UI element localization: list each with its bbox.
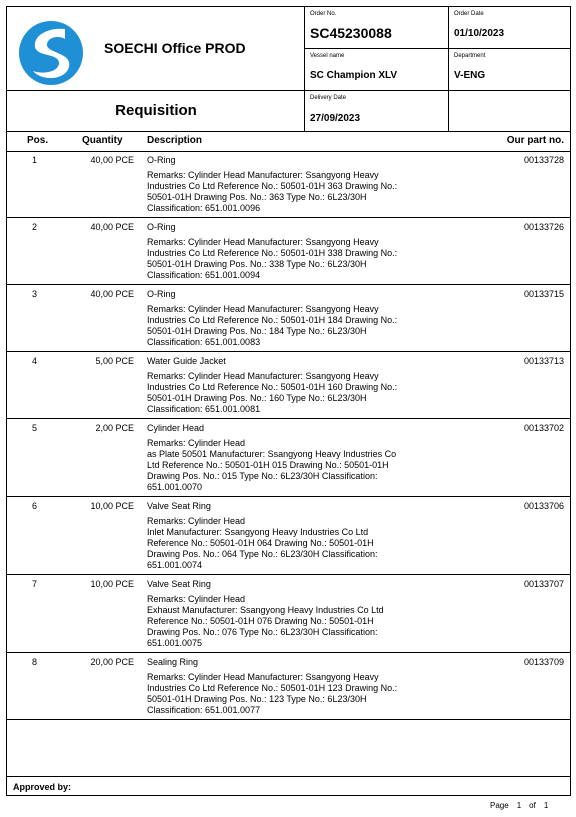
items-table xyxy=(7,151,570,720)
table-header xyxy=(7,131,570,152)
item-name: O-Ring xyxy=(147,222,176,232)
item-part-no: 00133707 xyxy=(523,579,564,589)
approval-row xyxy=(7,776,570,797)
order-date: 01/10/2023 xyxy=(454,28,505,39)
item-quantity: 5,00 PCE xyxy=(95,356,134,366)
approved-by-label: Approved by: xyxy=(13,782,72,792)
vessel-label: Vessel name xyxy=(310,53,345,59)
item-pos: 4 xyxy=(32,356,38,366)
table-row xyxy=(7,151,570,218)
item-quantity: 10,00 PCE xyxy=(90,579,134,589)
item-remarks: Remarks: Cylinder Head Exhaust Manufacturer: Ssangyong Heavy Industries Co Ltd Reference No.: 50501-01H 076 Drawing No.: 50501-01H Drawing Pos. No.: 076 Type No.: 6L23/30H Classification: 651.001.0075 xyxy=(147,594,384,648)
page-label: Page xyxy=(490,801,509,810)
item-name: Valve Seat Ring xyxy=(147,579,211,589)
order-no-field xyxy=(305,7,449,49)
item-quantity: 2,00 PCE xyxy=(95,423,134,433)
col-quantity: Quantity xyxy=(82,135,123,146)
delivery-date: 27/09/2023 xyxy=(310,113,361,124)
item-quantity: 40,00 PCE xyxy=(90,222,134,232)
of-label: of xyxy=(529,801,536,810)
item-pos: 8 xyxy=(32,657,38,667)
item-remarks: Remarks: Cylinder Head as Plate 50501 Manufacturer: Ssangyong Heavy Industries Co Ltd Reference No.: 50501-01H 015 Drawing No.: 50501-01H Drawing Pos. No.: 015 Type No.: 6L23/30H Classification: 651.001.0070 xyxy=(147,438,397,492)
soechi-logo-icon xyxy=(19,21,83,85)
item-pos: 5 xyxy=(32,423,38,433)
item-remarks: Remarks: Cylinder Head Manufacturer: Ssangyong Heavy Industries Co Ltd Reference No.: 50501-01H 363 Drawing No.: 50501-01H Drawing Pos. No.: 363 Type No.: 6L23/30H Classification: 651.001.0096 xyxy=(147,170,398,213)
department-label: Department xyxy=(454,53,486,59)
table-row xyxy=(7,497,570,575)
delivery-date-label: Delivery Date xyxy=(310,95,347,101)
requisition-title-cell xyxy=(7,91,305,131)
vessel-field xyxy=(305,49,449,91)
item-remarks: Remarks: Cylinder Head Inlet Manufacturer: Ssangyong Heavy Industries Co Ltd Reference No.: 50501-01H 064 Drawing No.: 50501-01H Drawing Pos. No.: 064 Type No.: 6L23/30H Classification: 651.001.0074 xyxy=(147,516,378,570)
document-header xyxy=(7,7,570,151)
order-date-field xyxy=(449,7,570,49)
item-remarks: Remarks: Cylinder Head Manufacturer: Ssangyong Heavy Industries Co Ltd Reference No.: 50501-01H 123 Drawing No.: 50501-01H Drawing Pos. No.: 123 Type No.: 6L23/30H Classification: 651.001.0077 xyxy=(147,672,398,715)
item-quantity: 40,00 PCE xyxy=(90,155,134,165)
col-pos: Pos. xyxy=(27,135,49,146)
order-no: SC45230088 xyxy=(310,25,392,41)
department-field xyxy=(449,49,570,91)
item-pos: 1 xyxy=(32,155,38,165)
item-quantity: 10,00 PCE xyxy=(90,501,134,511)
item-remarks: Remarks: Cylinder Head Manufacturer: Ssangyong Heavy Industries Co Ltd Reference No.: 50501-01H 160 Drawing No.: 50501-01H Drawing Pos. No.: 160 Type No.: 6L23/30H Classification: 651.001.0081 xyxy=(147,371,398,414)
table-row xyxy=(7,653,570,720)
page-indicator xyxy=(490,801,556,810)
item-pos: 6 xyxy=(32,501,38,511)
vessel-name: SC Champion XLV xyxy=(310,70,398,81)
item-part-no: 00133726 xyxy=(523,222,564,232)
item-pos: 7 xyxy=(32,579,38,589)
item-quantity: 40,00 PCE xyxy=(90,289,134,299)
item-part-no: 00133706 xyxy=(523,501,564,511)
page-total: 1 xyxy=(543,801,549,810)
page-title: Requisition xyxy=(115,102,197,119)
item-remarks: Remarks: Cylinder Head Manufacturer: Ssangyong Heavy Industries Co Ltd Reference No.: 50501-01H 338 Drawing No.: 50501-01H Drawing Pos. No.: 338 Type No.: 6L23/30H Classification: 651.001.0094 xyxy=(147,237,398,280)
item-name: Cylinder Head xyxy=(147,423,205,433)
item-pos: 2 xyxy=(32,222,38,232)
item-remarks: Remarks: Cylinder Head Manufacturer: Ssangyong Heavy Industries Co Ltd Reference No.: 50501-01H 184 Drawing No.: 50501-01H Drawing Pos. No.: 184 Type No.: 6L23/30H Classification: 651.001.0083 xyxy=(147,304,398,347)
item-part-no: 00133728 xyxy=(523,155,564,165)
item-part-no: 00133702 xyxy=(523,423,564,433)
table-row xyxy=(7,218,570,285)
item-name: O-Ring xyxy=(147,155,176,165)
company-cell xyxy=(7,7,305,91)
company-name: SOECHI Office PROD xyxy=(104,40,246,56)
item-part-no: 00133713 xyxy=(523,356,564,366)
item-quantity: 20,00 PCE xyxy=(90,657,134,667)
table-row xyxy=(7,352,570,419)
item-name: Sealing Ring xyxy=(147,657,199,667)
department: V-ENG xyxy=(454,70,486,81)
table-row xyxy=(7,285,570,352)
order-date-label: Order Date xyxy=(454,11,484,17)
item-part-no: 00133709 xyxy=(523,657,564,667)
item-name: O-Ring xyxy=(147,289,176,299)
item-name: Valve Seat Ring xyxy=(147,501,211,511)
item-part-no: 00133715 xyxy=(523,289,564,299)
page-number: 1 xyxy=(516,801,522,810)
requisition-document xyxy=(6,6,571,796)
order-no-label: Order No. xyxy=(310,11,337,17)
col-part-no: Our part no. xyxy=(506,135,564,146)
table-row xyxy=(7,419,570,497)
col-description: Description xyxy=(147,135,203,146)
table-row xyxy=(7,575,570,653)
item-pos: 3 xyxy=(32,289,38,299)
item-name: Water Guide Jacket xyxy=(147,356,226,366)
delivery-date-field xyxy=(305,91,449,131)
